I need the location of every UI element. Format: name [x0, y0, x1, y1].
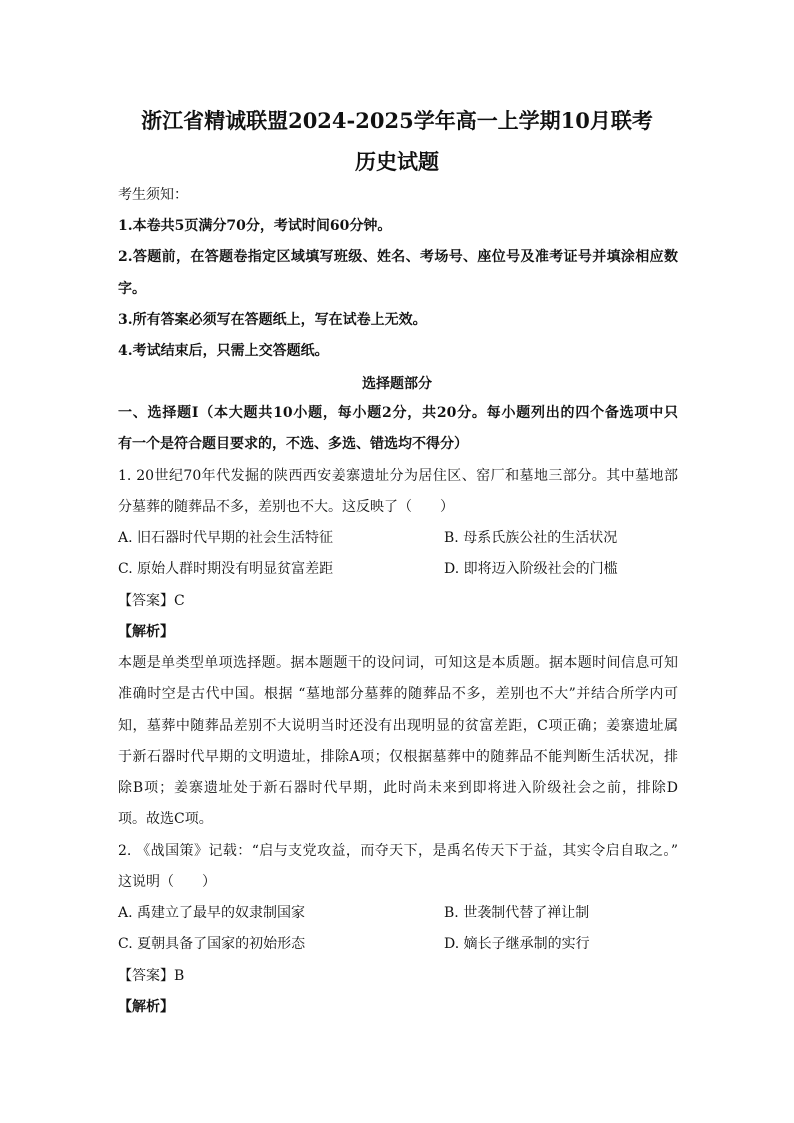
q1-stem-2: 分墓葬的随葬品不多，差别也不大。这反映了（ ）: [118, 499, 454, 515]
q1-option-b: B. 母系氏族公社的生活状况: [444, 530, 618, 546]
q2-option-b: B. 世袭制代替了禅让制: [444, 905, 590, 921]
q1-answer: 【答案】C: [118, 593, 185, 609]
q2-analysis-label: 【解析】: [118, 999, 174, 1015]
q2-stem-2: 这说明（ ）: [118, 874, 216, 890]
q2-answer: 【答案】B: [118, 968, 185, 984]
q2-option-d: D. 嫡长子继承制的实行: [444, 936, 590, 952]
q1-analysis-line-5: 除B项；姜寨遗址处于新石器时代早期，此时尚未来到即将进入阶级社会之前，排除D: [118, 780, 678, 796]
q2-option-a: A. 禹建立了最早的奴隶制国家: [118, 905, 306, 921]
notice-item-1: 1.本卷共5页满分70分，考试时间60分钟。: [118, 218, 392, 234]
notice-heading: 考生须知：: [118, 187, 188, 203]
notice-item-2-cont: 字。: [118, 281, 146, 297]
q1-analysis-line-3: 知，墓葬中随葬品差别不大说明当时还没有出现明显的贫富差距，C项正确；姜寨遗址属: [118, 718, 678, 734]
section-intro-2: 有一个是符合题目要求的，不选、多选、错选均不得分）: [118, 436, 468, 452]
notice-item-4: 4.考试结束后，只需上交答题纸。: [118, 343, 329, 359]
notice-item-2: 2.答题前，在答题卷指定区域填写班级、姓名、考场号、座位号及准考证号并填涂相应数: [118, 249, 678, 265]
document-title: 浙江省精诚联盟2024-2025学年高一上学期10月联考: [141, 108, 653, 133]
q1-analysis-label: 【解析】: [118, 624, 174, 640]
q1-option-c: C. 原始人群时期没有明显贫富差距: [118, 561, 334, 577]
q2-option-c: C. 夏朝具备了国家的初始形态: [118, 936, 306, 952]
q2-stem-1: 2. 《战国策》记载：“启与支党攻益，而夺天下，是禹名传天下于益，其实令启自取之。”: [118, 843, 678, 859]
section-intro-1: 一、选择题Ⅰ（本大题共10小题，每小题2分，共20分。每小题列出的四个备选项中只: [118, 405, 678, 421]
notice-item-3: 3.所有答案必须写在答题纸上，写在试卷上无效。: [118, 312, 427, 328]
q1-analysis-line-4: 于新石器时代早期的文明遗址，排除A项；仅根据墓葬中的随葬品不能判断生活状况，排: [118, 749, 678, 765]
section-heading: 选择题部分: [362, 376, 432, 392]
q1-stem-1: 1. 20世纪70年代发掘的陕西西安姜寨遗址分为居住区、窑厂和墓地三部分。其中墓地部: [118, 468, 678, 484]
q1-analysis-line-2: 准确时空是古代中国。根据 “墓地部分墓葬的随葬品不多，差别也不大”并结合所学内可: [118, 686, 678, 702]
q1-option-a: A. 旧石器时代早期的社会生活特征: [118, 530, 334, 546]
q1-analysis-line-1: 本题是单类型单项选择题。据本题题干的设问词，可知这是本质题。据本题时间信息可知: [118, 655, 678, 671]
document-subtitle: 历史试题: [355, 149, 439, 174]
q1-option-d: D. 即将迈入阶级社会的门槛: [444, 561, 618, 577]
q1-analysis-line-6: 项。故选C项。: [118, 811, 213, 827]
